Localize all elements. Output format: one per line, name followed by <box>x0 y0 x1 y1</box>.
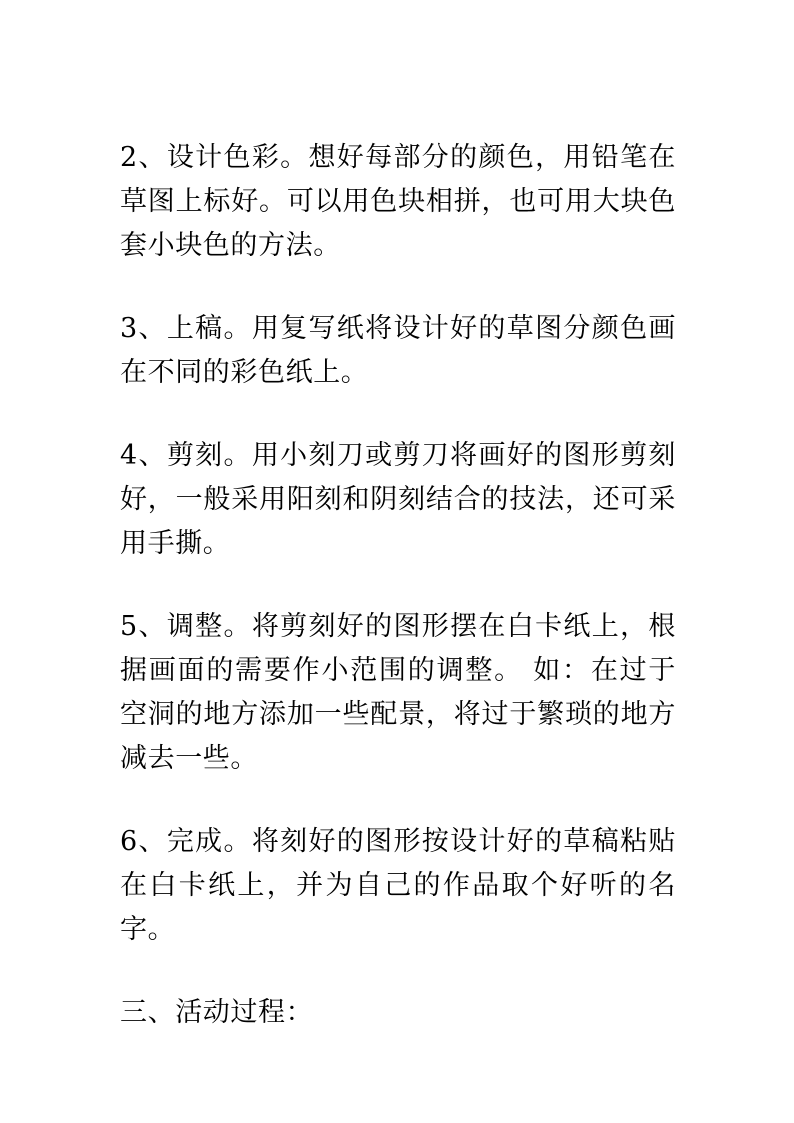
step-4-paragraph: 4、剪刻。用小刻刀或剪刀将画好的图形剪刻好，一般采用阳刻和阴刻结合的技法，还可采用手撕。 <box>120 440 676 559</box>
section-heading: 三、活动过程： <box>120 997 314 1028</box>
step-6-paragraph: 6、完成。将刻好的图形按设计好的草稿粘贴在白卡纸上，并为自己的作品取个好听的名字。 <box>120 826 676 945</box>
document-body <box>120 136 676 1035</box>
step-5-paragraph: 5、调整。将剪刻好的图形摆在白卡纸上，根据画面的需要作小范围的调整。 如：在过于空洞的地方添加一些配景，将过于繁琐的地方减去一些。 <box>120 611 676 774</box>
step-3-paragraph: 3、上稿。用复写纸将设计好的草图分颜色画在不同的彩色纸上。 <box>120 313 676 388</box>
step-2-paragraph: 2、设计色彩。想好每部分的颜色，用铅笔在草图上标好。可以用色块相拼，也可用大块色套小块色的方法。 <box>120 142 676 261</box>
